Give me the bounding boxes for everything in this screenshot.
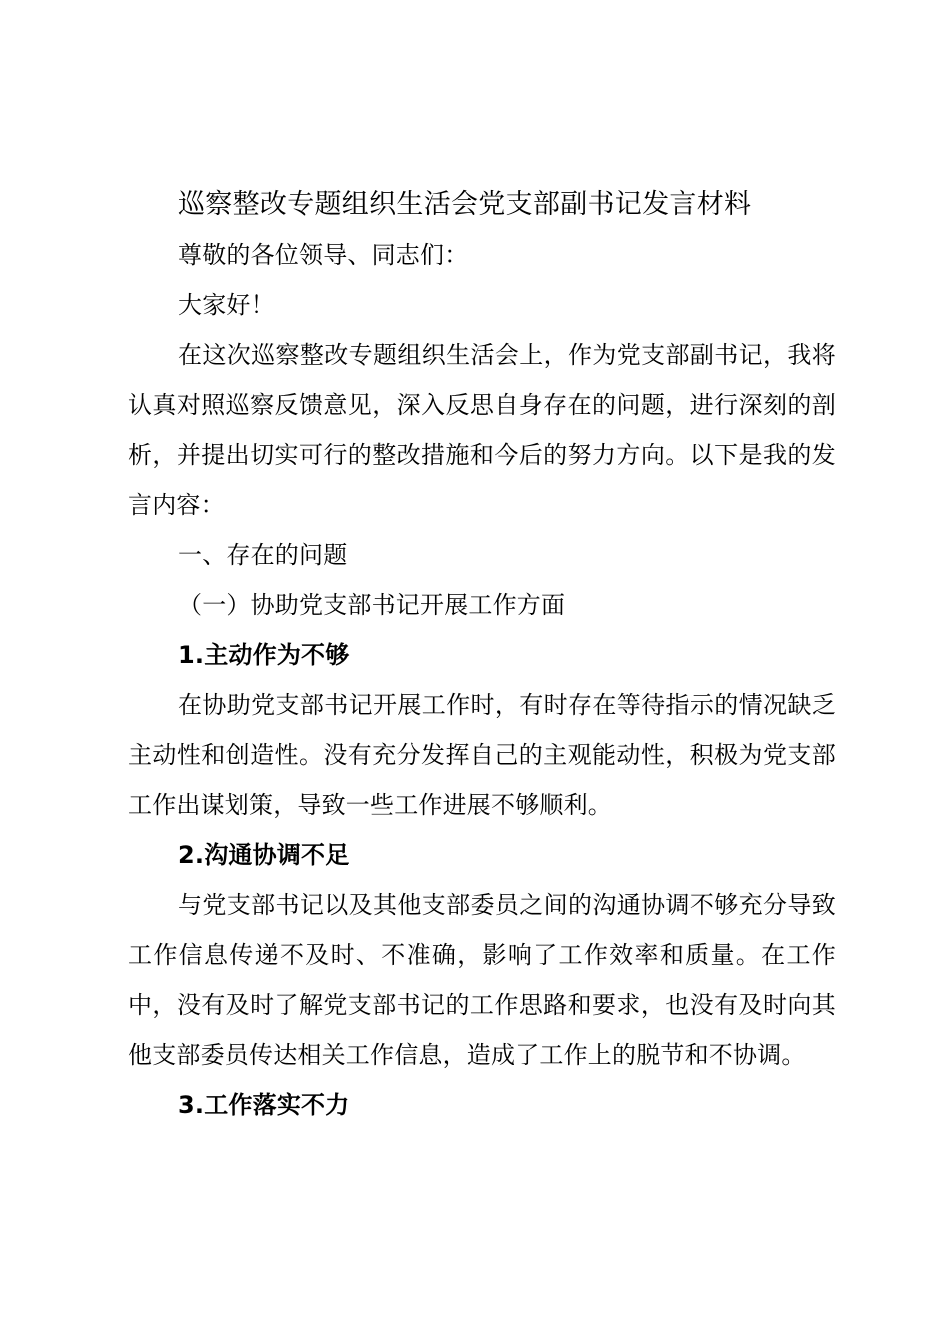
intro-paragraph: 在这次巡察整改专题组织生活会上，作为党支部副书记，我将认真对照巡察反馈意见，深入反思自身存在的问题，进行深刻的剖析，并提出切实可行的整改措施和今后的努力方向。以下是我的发言内容： [128,341,836,519]
section-heading-problems: 一、存在的问题 [178,541,348,569]
document-title: 巡察整改专题组织生活会党支部副书记发言材料 [178,189,752,220]
item-body-1: 在协助党支部书记开展工作时，有时存在等待指示的情况缺乏主动性和创造性。没有充分发挥自己的主观能动性，积极为党支部工作出谋划策，导致一些工作进展不够顺利。 [128,691,836,819]
document-body [128,180,836,1130]
item-heading-1: 1.主动作为不够 [178,641,350,669]
salutation: 尊敬的各位领导、同志们： [178,241,469,269]
item-heading-2: 2.沟通协调不足 [178,841,350,869]
item-body-2: 与党支部书记以及其他支部委员之间的沟通协调不够充分导致工作信息传递不及时、不准确，影响了工作效率和质量。在工作中，没有及时了解党支部书记的工作思路和要求，也没有及时向其他支部委员传达相关工作信息，造成了工作上的脱节和不协调。 [128,891,836,1069]
greeting: 大家好！ [178,291,275,319]
subsection-heading-assist-secretary: （一）协助党支部书记开展工作方面 [178,591,566,619]
item-heading-3: 3.工作落实不力 [178,1091,350,1119]
